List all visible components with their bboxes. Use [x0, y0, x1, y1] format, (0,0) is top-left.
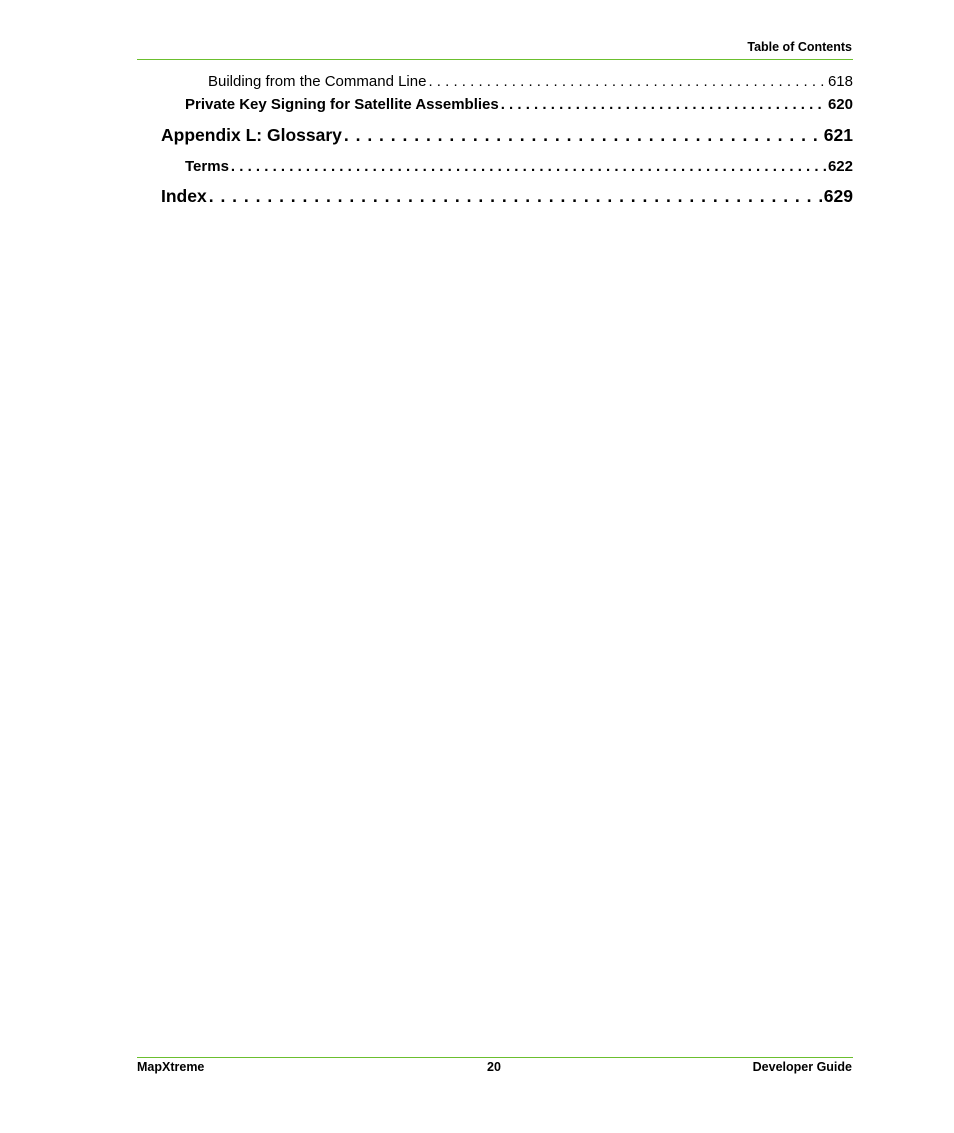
toc-entry-label: Building from the Command Line [208, 73, 427, 90]
toc-entry-page: 629 [823, 186, 853, 206]
header-rule [137, 59, 853, 60]
toc-entry-building-command-line[interactable] [208, 73, 853, 90]
toc-entry-page: 622 [827, 158, 853, 175]
toc-entry-appendix-l-glossary[interactable] [161, 125, 853, 146]
toc-entry-page: 621 [823, 125, 853, 145]
toc-entry-label: Terms [185, 158, 229, 175]
toc-dot-leader [209, 186, 822, 207]
footer-rule [137, 1057, 853, 1058]
running-header-title: Table of Contents [747, 40, 852, 54]
toc-entry-page: 620 [827, 96, 853, 113]
toc-entry-label: Private Key Signing for Satellite Assemblies [185, 96, 499, 113]
toc-entry-label: Appendix L: Glossary [161, 125, 342, 145]
toc-dot-leader [344, 125, 822, 146]
footer-page-number: 20 [487, 1060, 501, 1074]
footer-doc-title: Developer Guide [752, 1060, 852, 1074]
toc-entry-private-key-signing[interactable] [185, 96, 853, 113]
toc-dot-leader [501, 96, 826, 113]
toc-dot-leader [231, 158, 826, 175]
toc-entry-page: 618 [827, 73, 853, 90]
toc-dot-leader [428, 73, 826, 90]
toc-entry-terms[interactable] [185, 158, 853, 175]
toc-entry-label: Index [161, 186, 207, 206]
toc-entry-index[interactable] [161, 186, 853, 207]
footer-product-name: MapXtreme [137, 1060, 205, 1074]
